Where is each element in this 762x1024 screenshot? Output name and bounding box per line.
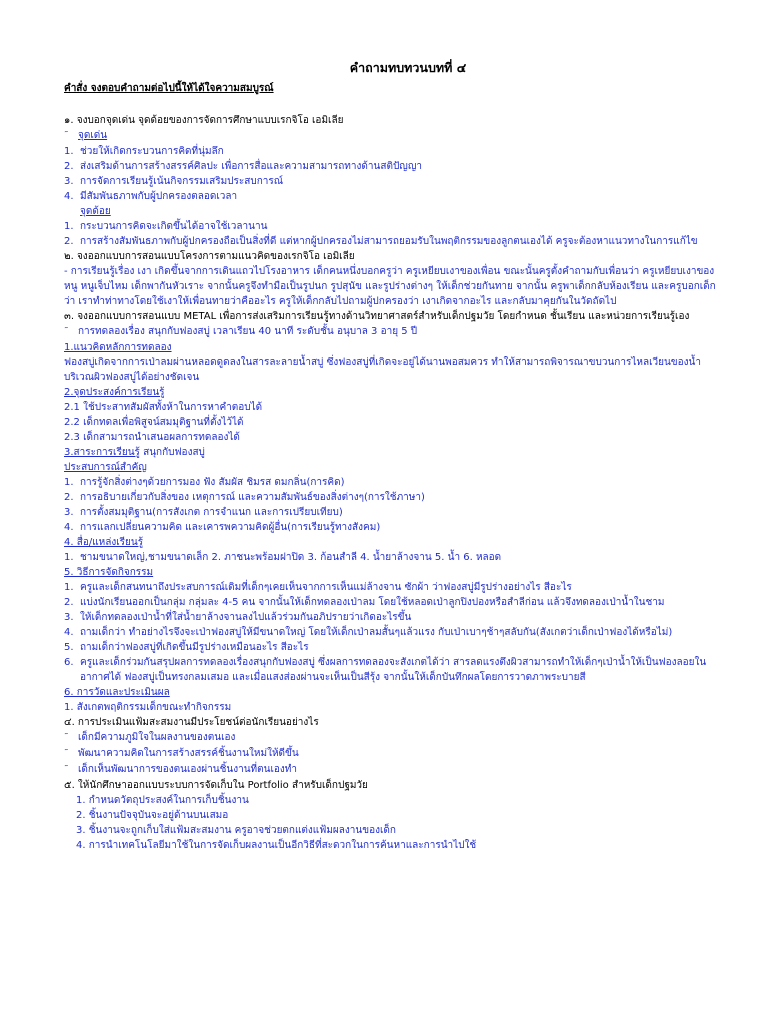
item-number: 2. [64, 236, 74, 247]
item-text: เด็กเห็นพัฒนาการของตนเองผ่านชิ้นงานที่ตนเองทำ [78, 764, 297, 775]
question-4: ๔. การประเมินแฟ้มสะสมงานมีประโยชน์ต่อนักเรียนอย่างไร [64, 717, 319, 728]
item-text: ครูและเด็กสนทนาถึงประสบการณ์เดิมที่เด็กๆเคยเห็นจากการเห็นแม่ล้างจาน ซักผ้า ว่าฟองสบู่มีรูปร่างอย่างไร สีอะไร [80, 582, 572, 593]
bullet-icon: ˜ [64, 327, 69, 337]
item-number: 1. [64, 477, 74, 488]
q3-topic [64, 324, 722, 340]
list-item [64, 174, 722, 189]
list-item [64, 475, 722, 490]
q3-s2-label: 2.จุดประสงค์การเรียนรู้ [64, 387, 165, 398]
item-text: การสร้างสัมพันธภาพกับผู้ปกครองถือเป็นสิ่งที่ดี แต่หากผู้ปกครองไม่สามารถยอมรับในพฤติกรรมของลูกตนเองได้ ครูจะต้องหาแนวทางในการแก้ไข [80, 236, 698, 247]
q3-exp-list [64, 475, 722, 535]
item-number: 2. [64, 492, 74, 503]
item-text: ให้เด็กทดลองเป่าน้ำที่ใส่น้ำยาล้างจานลงไปแล้วร่วมกันอภิปรายว่าเกิดอะไรขึ้น [80, 612, 412, 623]
list-item [64, 550, 722, 565]
q3-topic-text: การทดลองเรื่อง สนุกกับฟองสบู่ เวลาเรียน 40 นาที ระดับชั้น อนุบาล 3 อายุ 5 ปี [78, 326, 418, 337]
q3-s3-label: 3.สาระการเรียนรู้ [64, 447, 140, 458]
item-number: 2. [64, 597, 74, 608]
q1-strengths-heading [64, 128, 722, 144]
item-text: ส่งเสริมด้านการสร้างสรรค์ศิลปะ เพื่อการสื่อและความสามารถทางด้านสติปัญญา [80, 161, 422, 172]
list-item [64, 234, 722, 249]
list-item [64, 159, 722, 174]
list-item: 2.3 เด็กสามารถนำเสนอผลการทดลองได้ [64, 432, 240, 443]
list-item: 2.1 ใช้ประสาทสัมผัสทั้งห้าในการหาคำตอบได้ [64, 402, 263, 413]
item-number: 3. [64, 507, 74, 518]
list-item [64, 730, 722, 746]
item-text: การจัดการเรียนรู้เน้นกิจกรรมเสริมประสบการณ์ [80, 176, 284, 187]
item-text: มีสัมพันธภาพกับผู้ปกครองตลอดเวลา [80, 191, 238, 202]
question-1: ๑. จงบอกจุดเด่น จุดด้อยของการจัดการศึกษาแบบเรกจิโอ เอมิเลีย [64, 115, 344, 126]
q5-list [64, 793, 722, 853]
q1-weaknesses-list [64, 219, 722, 249]
q3-s6-label: 6. การวัดและประเมินผล [64, 687, 170, 698]
item-number: 6. [64, 657, 74, 668]
q3-s6-text: 1. สังเกตพฤติกรรมเด็กขณะทำกิจกรรม [64, 702, 232, 713]
q2-answer: - การเรียนรู้เรื่อง เงา เกิดขึ้นจากการเดินแถวไปโรงอาหาร เด็กคนหนึ่งบอกครูว่า ครูเหยียบเงาของเพื่อน ขณะนั้นครูตั้งคำถามกับเพื่อนว่า ครูเหยียบเงาของหนู หนูเจ็บไหม เด็กพากันหัวเราะ จากนั้นครูจึงทำมือเป็นรูปนก รูปสุนัข และรูปร่างต่างๆ ให้เด็กช่วยกันทาย จากนั้น ครูพาเด็กกลับห้องเรียน และครูบอกเด็กว่า เราทำท่าทางโดยใช้เงาให้เพื่อนทายว่าคืออะไร ครูให้เด็กกลับไปถามผู้ปกครองว่า เงาเกิดจากอะไร และกลับมาคุยกันในวัดถัดไป [64, 266, 716, 307]
q4-list [64, 730, 722, 778]
item-number: 1. [64, 582, 74, 593]
list-item [64, 490, 722, 505]
list-item [64, 595, 722, 610]
item-number: 2. [64, 161, 74, 172]
item-text: ช่วยให้เกิดกระบวนการคิดที่นุ่มลึก [80, 146, 224, 157]
item-text: ถามเด็กว่า ทำอย่างไรจึงจะเป่าฟองสบู่ให้มีขนาดใหญ่ โดยให้เด็กเป่าลมสั้นๆแล้วแรง กับเป่าเบาๆช้าๆสลับกัน(สังเกตว่าเด็กเป่าฟองได้หรือไม่) [80, 627, 673, 638]
item-text: เด็กมีความภูมิใจในผลงานของตนเอง [78, 732, 236, 743]
list-item [64, 610, 722, 625]
instruction: คำสั่ง จงตอบคำถามต่อไปนี้ให้ได้ใจความสมบูรณ์ [64, 83, 274, 94]
list-item [64, 219, 722, 234]
item-text: แบ่งนักเรียนออกเป็นกลุ่ม กลุ่มละ 4-5 คน จากนั้นให้เด็กทดลองเป่าลม โดยใช้หลอดเป่าลูกปิงปองหรือสำลีก่อน แล้วจึงทดลองเป่าน้ำในชาม [80, 597, 665, 608]
bullet-icon: ˜ [64, 765, 69, 775]
bullet-icon: ˜ [64, 733, 69, 743]
list-item [64, 520, 722, 535]
list-item [64, 762, 722, 778]
item-text: ถามเด็กว่าฟองสบู่ที่เกิดขึ้นมีรูปร่างเหมือนอะไร สีอะไร [80, 642, 309, 653]
list-item: 4. การนำเทคโนโลยีมาใช้ในการจัดเก็บผลงานเป็นอีกวิธีที่สะดวกในการค้นหาและการนำไปใช้ [76, 840, 477, 851]
item-number: 4. [64, 191, 74, 202]
q3-s1-text: ฟองสบู่เกิดจากการเป่าลมผ่านหลอดดูดลงในสารละลายน้ำสบู่ ซึ่งฟองสบู่ที่เกิดจะอยู่ได้นานพอสมควร ทำให้สามารถพิจารณาขบวนการไหลเวียนของน้ำบริเวณผิวฟองสบู่ได้อย่างชัดเจน [64, 357, 701, 383]
item-number: 1. [64, 552, 74, 563]
item-number: 4. [64, 522, 74, 533]
q3-s3 [64, 445, 722, 460]
item-text: การตั้งสมมุติฐาน(การสังเกต การจำแนก และการเปรียบเทียบ) [80, 507, 343, 518]
bullet-icon: ˜ [64, 749, 69, 759]
list-item [64, 144, 722, 159]
question-3: ๓. จงออกแบบการสอนแบบ METAL เพื่อการส่งเสริมการเรียนรู้ทางด้านวิทยาศาสตร์สำหรับเด็กปฐมวัย โดยกำหนด ชั้นเรียน และหน่วยการเรียนรู้เอง [64, 311, 690, 322]
item-text: การอธิบายเกี่ยวกับสิ่งของ เหตุการณ์ และความสัมพันธ์ของสิ่งต่างๆ(การใช้ภาษา) [80, 492, 425, 503]
q3-exp-label: ประสบการณ์สำคัญ [64, 462, 147, 473]
q1-strengths-list [64, 144, 722, 204]
list-item: 2.2 เด็กทดลเพื่อพิสูจน์สมมุติฐานที่ตั้งไว้ได้ [64, 417, 244, 428]
list-item [64, 580, 722, 595]
list-item [64, 655, 722, 685]
item-number: 1. [64, 221, 74, 232]
q3-s2-list [64, 400, 722, 445]
item-number: 1. [64, 146, 74, 157]
item-text: พัฒนาความคิดในการสร้างสรรค์ชิ้นงานใหม่ให้ดีขึ้น [78, 748, 299, 759]
list-item: 2. ชิ้นงานปัจจุบันจะอยู่ด้านบนเสมอ [76, 810, 229, 821]
list-item [64, 625, 722, 640]
item-text: กระบวนการคิดจะเกิดขึ้นได้อาจใช้เวลานาน [80, 221, 268, 232]
item-text: ครูและเด็กร่วมกันสรุปผลการทดลองเรื่องสนุกกับฟองสบู่ ซึ่งผลการทดลองจะสังเกตได้ว่า สารลดแรงตึงผิวสามารถทำให้เด็กๆเป่าน้ำให้เป็นฟองลอยในอากาศได้ ฟองสบู่เป็นทรงกลมเสมอ และเมื่อแสงส่องผ่านจะเห็นเป็นสีรุ้ง จากนั้นให้เด็กบันทึกผลโดยการวาดภาพระบายสี [80, 657, 707, 683]
item-number: 5. [64, 642, 74, 653]
item-text: การแลกเปลี่ยนความคิด และเคารพความคิดผู้อื่น(การเรียนรู้ทางสังคม) [80, 522, 381, 533]
q3-s4-label: 4. สื่อ/แหล่งเรียนรู้ [64, 537, 144, 548]
page-title: คำถามทบทวนบทที่ ๔ [349, 60, 467, 75]
q3-s5-label: 5. วิธีการจัดกิจกรรม [64, 567, 154, 578]
item-number: 3. [64, 612, 74, 623]
q3-s3-text: สนุกกับฟองสบู่ [139, 447, 205, 458]
item-text: ชามขนาดใหญ่,ชามขนาดเล็ก 2. ภาชนะพร้อมฝาปิด 3. ก้อนสำลี 4. น้ำยาล้างจาน 5. น้ำ 6. หลอด [80, 552, 502, 563]
list-item [64, 189, 722, 204]
q3-s1-label: 1.แนวคิดหลักการทดลอง [64, 342, 172, 353]
list-item: 3. ชิ้นงานจะถูกเก็บใส่แฟ้มสะสมงาน ครูอาจช่วยตกแต่งแฟ้มผลงานของเด็ก [76, 825, 396, 836]
item-number: 3. [64, 176, 74, 187]
list-item [64, 505, 722, 520]
q1-weaknesses-label: จุดด้อย [80, 206, 111, 217]
list-item [64, 746, 722, 762]
q1-strengths-label: จุดเด่น [78, 130, 108, 141]
list-item: 1. กำหนดวัตถุประสงค์ในการเก็บชิ้นงาน [76, 795, 249, 806]
question-2: ๒. จงออกแบบการสอนแบบโครงการตามแนวคิดของเรกจิโอ เอมิเลีย [64, 251, 355, 262]
q3-s5-list [64, 580, 722, 685]
bullet-icon: ˜ [64, 131, 69, 141]
question-5: ๕. ให้นักศึกษาออกแบบระบบการจัดเก็บใน Portfolio สำหรับเด็กปฐมวัย [64, 780, 368, 791]
list-item [64, 640, 722, 655]
q3-s4-list [64, 550, 722, 565]
item-number: 4. [64, 627, 74, 638]
item-text: การรู้จักสิ่งต่างๆด้วยการมอง ฟัง สัมผัส ชิมรส ดมกลิ่น(การคิด) [80, 477, 345, 488]
